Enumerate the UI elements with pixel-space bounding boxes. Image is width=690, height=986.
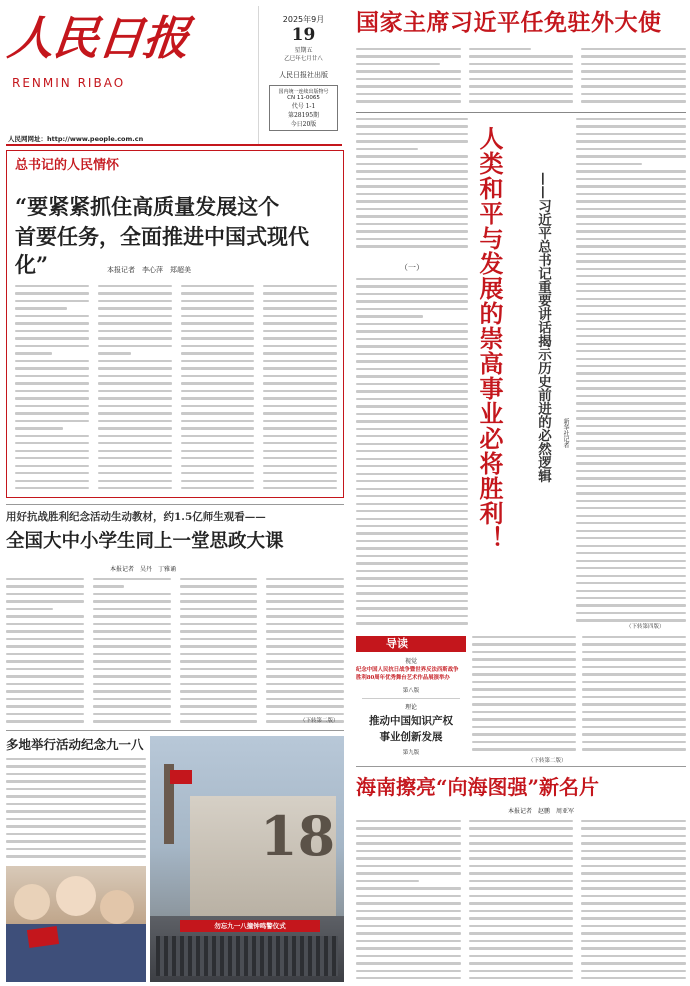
date-year-month: 2025年9月 bbox=[282, 15, 325, 24]
lead-kicker: 总书记的人民情怀 bbox=[15, 158, 120, 173]
memorial-number: 18 bbox=[260, 804, 336, 868]
hainan-text bbox=[356, 820, 686, 980]
middle-jump[interactable]: （下转第二版） bbox=[528, 758, 567, 764]
guide-item2-tag: 理论 bbox=[404, 704, 417, 711]
commentary-box bbox=[356, 118, 686, 630]
edu-headline-kicker: 用好抗战胜利纪念活动生动教材，约1.5亿师生观看—— bbox=[6, 511, 266, 523]
local-rule bbox=[6, 730, 344, 731]
commentary-jump[interactable]: （下转第四版） bbox=[626, 624, 665, 630]
date-day: 19 bbox=[291, 25, 316, 45]
commentary-part: （一） bbox=[400, 263, 424, 272]
guide-item1-page: 第八版 bbox=[402, 688, 420, 694]
guide-item1-tag: 视觉 bbox=[404, 658, 417, 665]
site-url[interactable]: 人民网网址：http://www.people.com.cn bbox=[8, 135, 144, 143]
lead-headline-line1: “要紧紧抓住高质量发展这个 bbox=[15, 194, 280, 219]
lead-story-box bbox=[6, 150, 344, 498]
guide-item2-title-line1[interactable]: 推动中国知识产权 bbox=[369, 715, 453, 727]
date-box bbox=[258, 6, 348, 146]
photo-memorial bbox=[150, 736, 344, 982]
photo-children bbox=[6, 866, 146, 982]
commentary-author: 新华社记者 bbox=[562, 418, 569, 448]
local-headline: 多地举行活动纪念九一八 bbox=[6, 737, 144, 752]
guide-title: 导读 bbox=[356, 636, 466, 652]
hainan-rule bbox=[356, 766, 686, 767]
edu-text bbox=[6, 578, 344, 724]
page-count: 今日20版 bbox=[290, 121, 317, 128]
guide-item2-title-line2[interactable]: 事业创新发展 bbox=[379, 731, 443, 743]
guide-item2-page: 第九版 bbox=[402, 750, 420, 756]
edu-byline: 本报记者 吴丹 丁雅诵 bbox=[110, 566, 177, 573]
lead-text bbox=[15, 285, 337, 491]
masthead bbox=[6, 6, 346, 144]
edu-jump[interactable]: （下转第二版） bbox=[300, 718, 339, 724]
edu-headline: 全国大中小学生同上一堂思政大课 bbox=[6, 531, 284, 552]
commentary-text-left-lower bbox=[356, 278, 468, 630]
middle-text-a bbox=[472, 636, 576, 754]
newspaper-logo: 人民日报 bbox=[5, 11, 191, 65]
guide-item1-title-line2[interactable]: 胜利80周年优秀舞台艺术作品展演举办 bbox=[356, 675, 450, 681]
guide-divider bbox=[362, 698, 460, 699]
hainan-headline: 海南擦亮“向海图强”新名片 bbox=[356, 775, 600, 799]
commentary-text-left bbox=[356, 118, 468, 250]
middle-text-b bbox=[582, 636, 686, 754]
serial-label: 国内统一连续出版物号 bbox=[278, 89, 329, 95]
commentary-text-right bbox=[576, 118, 686, 630]
top-story-text bbox=[356, 48, 686, 110]
date-lunar: 乙巳年七月廿八 bbox=[284, 56, 323, 62]
hainan-byline: 本报记者 赵鹏 周亚军 bbox=[508, 808, 575, 815]
publisher: 人民日报社出版 bbox=[279, 71, 328, 79]
guide-box bbox=[356, 636, 466, 760]
masthead-rule bbox=[6, 144, 342, 146]
serial-number: CN 11-0065 bbox=[287, 95, 320, 101]
logo-pinyin: RENMIN RIBAO bbox=[12, 76, 126, 90]
top-story-headline: 国家主席习近平任免驻外大使 bbox=[356, 9, 662, 36]
memorial-caption: 勿忘九一八撞钟鸣警仪式 bbox=[180, 920, 320, 932]
guide-item1-title-line1[interactable]: 纪念中国人民抗日战争暨世界反法西斯战争 bbox=[356, 667, 459, 673]
commentary-subtitle: ——习近平总书记重要讲话揭示历史前进的必然逻辑 bbox=[535, 172, 551, 483]
issue-number: 第28195期 bbox=[287, 112, 320, 119]
commentary-headline: 人类和平与发展的崇高事业必将胜利！ bbox=[475, 126, 504, 551]
lead-headline-line2: 首要任务，全面推进中国式现代化” bbox=[15, 224, 309, 277]
date-weekday: 星期五 bbox=[294, 47, 313, 54]
lead-byline: 本报记者 李心萍 郑超美 bbox=[107, 266, 191, 274]
top-story-rule bbox=[356, 112, 686, 113]
edu-rule-top bbox=[6, 504, 344, 505]
local-text bbox=[6, 758, 146, 862]
post-code: 代号 1-1 bbox=[291, 103, 316, 110]
